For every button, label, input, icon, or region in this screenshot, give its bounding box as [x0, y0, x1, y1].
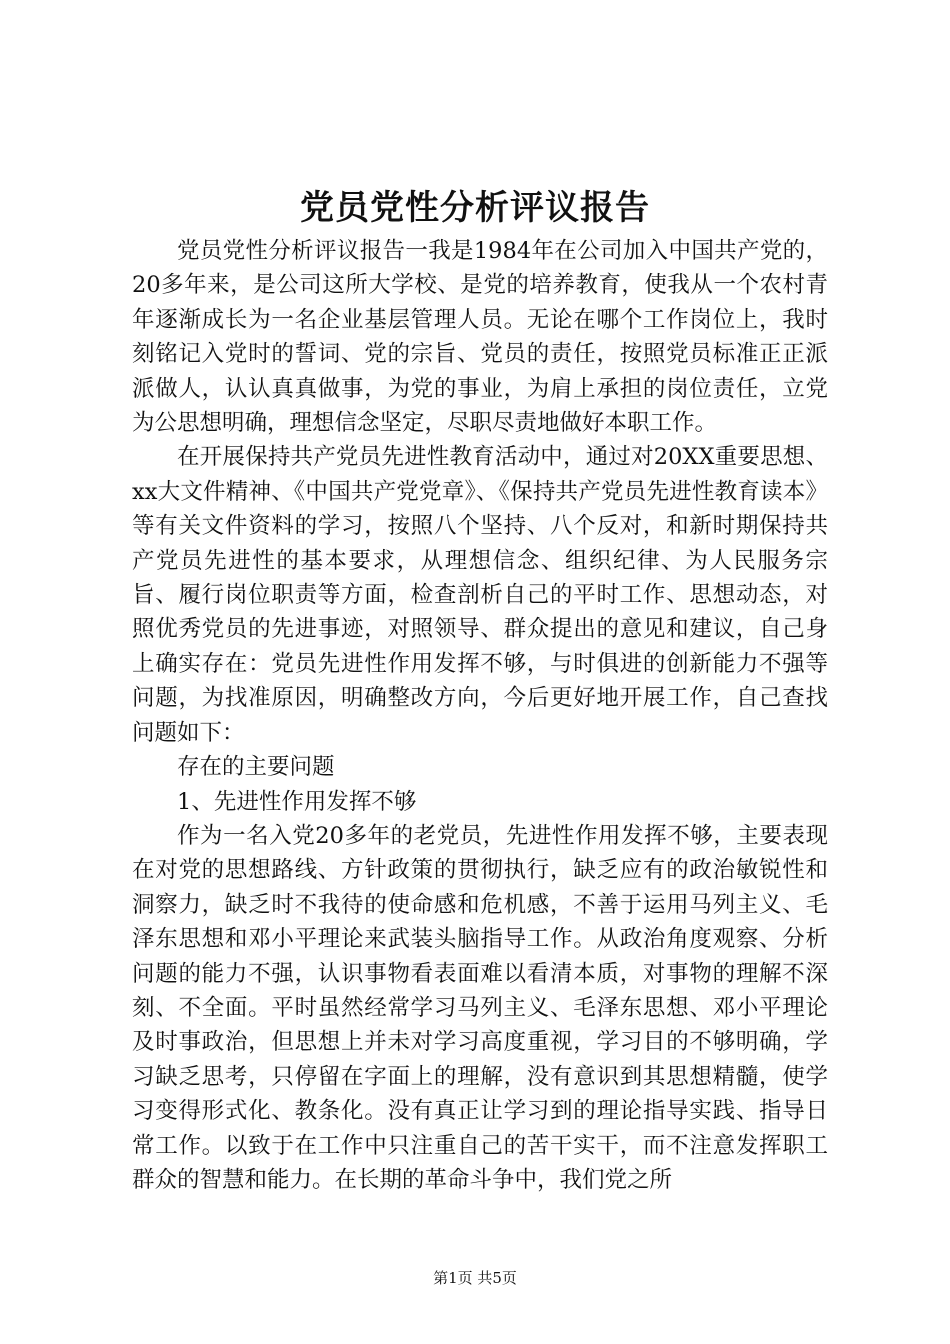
- document-title: 党员党性分析评议报告: [300, 188, 650, 228]
- page-footer: 第1页 共5页: [433, 1269, 517, 1287]
- section-heading-main-problems: 存在的主要问题: [177, 754, 335, 781]
- paragraph-problem-detail: 作为一名入党20多年的老党员，先进性作用发挥不够，主要表现在对党的思想路线、方针政策的贯彻执行，缺乏应有的政治敏锐性和洞察力，缺乏时不我待的使命感和危机感，不善于运用马列主义、毛泽东思想和邓小平理论来武装头脑指导工作。从政治角度观察、分析问题的能力不强，认识事物看表面难以看清本质，对事物的理解不深刻、不全面。平时虽然经常学习马列主义、毛泽东思想、邓小平理论及时事政治，但思想上并未对学习高度重视，学习目的不够明确，学习缺乏思考，只停留在字面上的理解，没有意识到其思想精髓，使学习变得形式化、教条化。没有真正让学习到的理论指导实践、指导日常工作。以致于在工作中只注重自己的苦干实干，而不注意发挥职工群众的智慧和能力。在长期的革命斗争中，我们党之所: [132, 822, 828, 1193]
- paragraph-education-activity: 在开展保持共产党员先进性教育活动中，通过对20XX重要思想、xx大文件精神、《中国共产党党章》、《保持共产党员先进性教育读本》等有关文件资料的学习，按照八个坚持、八个反对，和新时期保持共产党员先进性的基本要求，从理想信念、组织纪律、为人民服务宗旨、履行岗位职责等方面，检查剖析自己的平时工作、思想动态，对照优秀党员的先进事迹，对照领导、群众提出的意见和建议，自己身上确实存在：党员先进性作用发挥不够，与时俱进的创新能力不强等问题，为找准原因，明确整改方向，今后更好地开展工作，自己查找问题如下：: [132, 444, 828, 746]
- subsection-heading-1: 1、先进性作用发挥不够: [177, 788, 417, 815]
- paragraph-intro: 党员党性分析评议报告一我是1984年在公司加入中国共产党的，20多年来，是公司这所大学校、是党的培养教育，使我从一个农村青年逐渐成长为一名企业基层管理人员。无论在哪个工作岗位上，我时刻铭记入党时的誓词、党的宗旨、党员的责任，按照党员标准正正派派做人，认认真真做事，为党的事业，为肩上承担的岗位责任，立党为公思想明确，理想信念坚定，尽职尽责地做好本职工作。: [132, 238, 828, 437]
- document-body: [132, 234, 828, 1197]
